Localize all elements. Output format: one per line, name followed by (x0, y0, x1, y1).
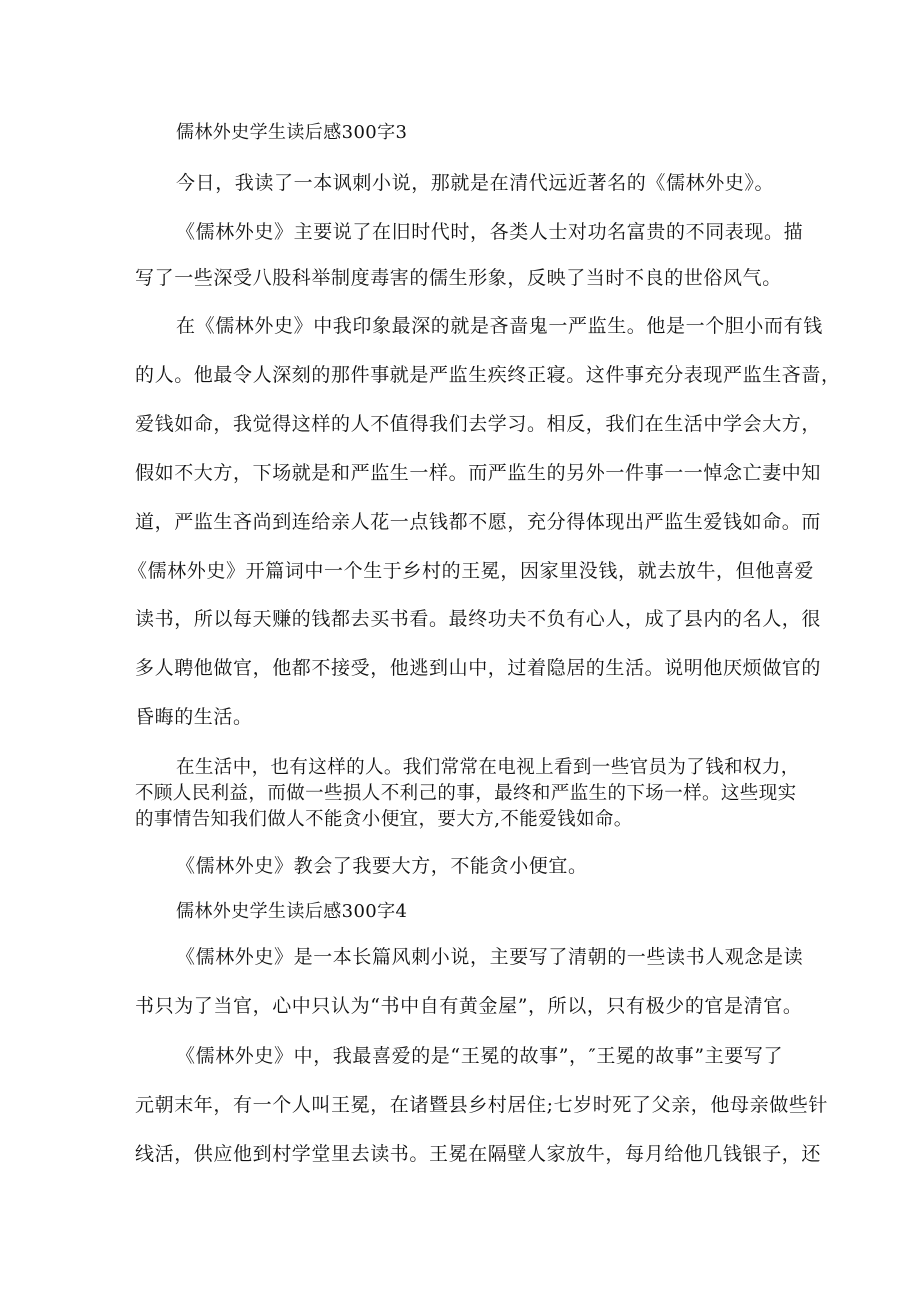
paragraph-line: 《儒林外史》是一本长篇风刺小说，主要写了清朝的一些读书人观念是读 (176, 946, 804, 968)
paragraph-line: 今日，我读了一本讽刺小说，那就是在清代远近著名的《儒林外史》。 (176, 172, 775, 194)
paragraph-line: 多人聘他做官，他都不接受，他逃到山中，过着隐居的生活。说明他厌烦做官的 (135, 657, 822, 679)
paragraph-line: 的事情告知我们做人不能贪小便宜，要大方,不能爱钱如命。 (135, 809, 633, 830)
paragraph-line: 不顾人民利益，而做一些损人不利己的事，最终和严监生的下场一样。这些现实 (135, 783, 797, 804)
paragraph-line: 《儒林外史》中，我最喜爱的是“王冕的故事”，″王冕的故事”主要写了 (176, 1045, 784, 1067)
paragraph-line: 昏晦的生活。 (135, 706, 253, 728)
paragraph-line: 写了一些深受八股科举制度毒害的儒生形象，反映了当时不良的世俗风气。 (135, 267, 782, 289)
paragraph-line: 《儒林外史》教会了我要大方，不能贪小便宜。 (176, 855, 588, 877)
paragraph-line: 《儒林外史》主要说了在旧时代时，各类人士对功名富贵的不同表现。描 (176, 221, 804, 243)
paragraph-line: 在《儒林外史》中我印象最深的就是吝啬鬼一严监生。他是一个胆小而有钱 (176, 315, 823, 337)
paragraph-line: 元朝末年，有一个人叫王冕，在诸暨县乡村居住;七岁时死了父亲，他母亲做些针 (135, 1094, 829, 1116)
section-heading-4: 儒林外史学生读后感300字4 (176, 901, 408, 922)
paragraph-line: 书只为了当官，心中只认为“书中自有黄金屋”，所以，只有极少的官是清官。 (135, 995, 803, 1017)
paragraph-line: 线活，供应他到村学堂里去读书。王冕在隔壁人家放牛，每月给他几钱银子，还 (135, 1143, 822, 1165)
paragraph-line: 《儒林外史》开篇词中一个生于乡村的王冕，因家里没钱，就去放牛，但他喜爱 (128, 560, 815, 582)
paragraph-line: 假如不大方，下场就是和严监生一样。而严监生的另外一件事一一悼念亡妻中知 (135, 462, 822, 484)
paragraph-line: 的人。他最令人深刻的那件事就是严监生疾终正寝。这件事充分表现严监生吝啬， (135, 364, 841, 386)
paragraph-line: 在生活中，也有这样的人。我们常常在电视上看到一些官员为了钱和权力， (176, 757, 800, 778)
paragraph-line: 爱钱如命，我觉得这样的人不值得我们去学习。相反，我们在生活中学会大方， (135, 413, 822, 435)
paragraph-line: 读书，所以每天赚的钱都去买书看。最终功夫不负有心人，成了县内的名人，很 (135, 608, 822, 630)
section-heading-3: 儒林外史学生读后感300字3 (176, 122, 408, 143)
paragraph-line: 道，严监生吝尚到连给亲人花一点钱都不愿，充分得体现出严监生爱钱如命。而 (135, 511, 822, 533)
